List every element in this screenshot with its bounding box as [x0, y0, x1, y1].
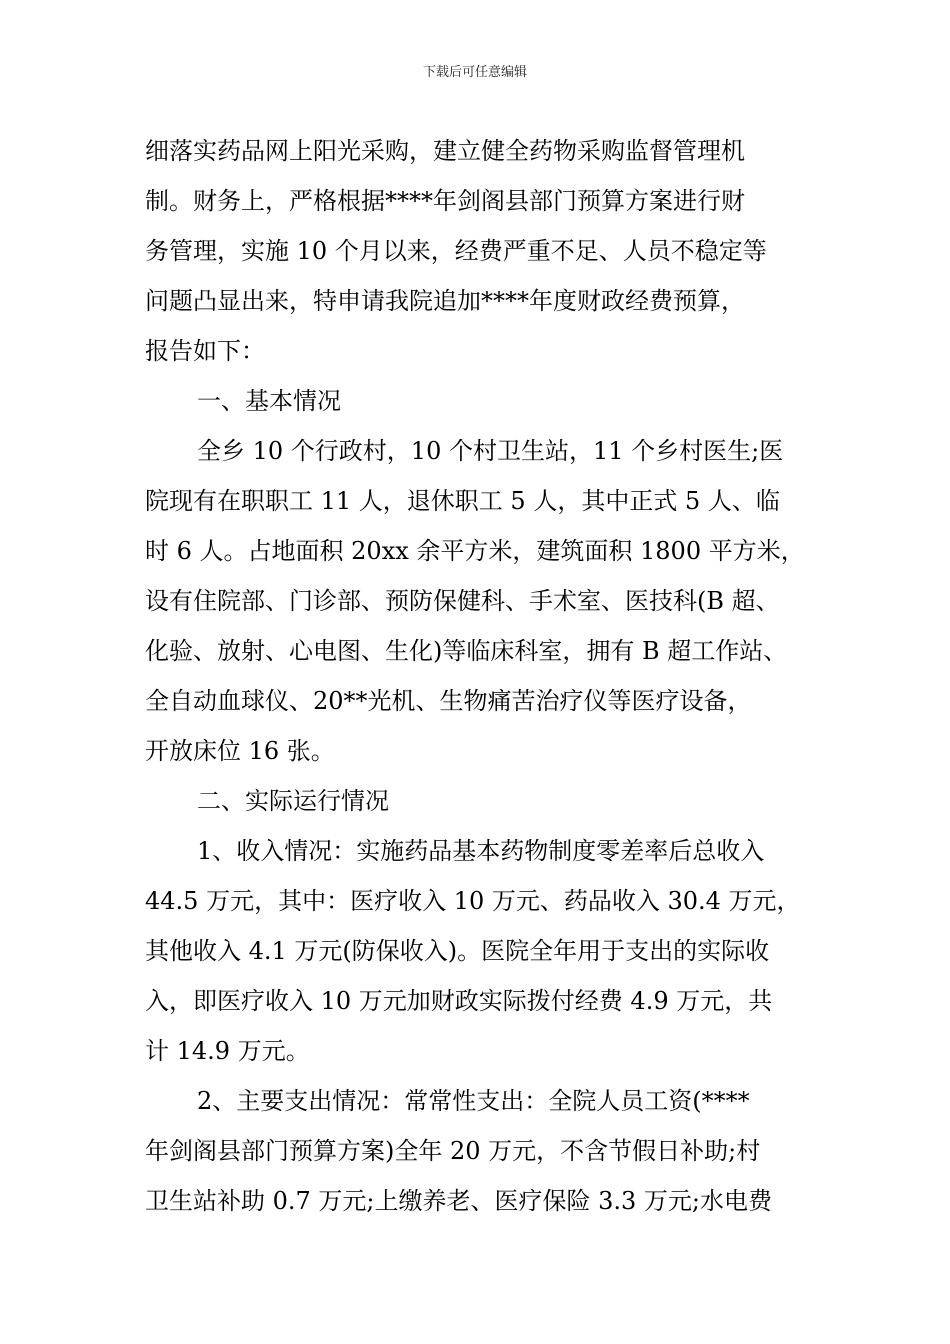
text-line: 设有住院部、门诊部、预防保健科、手术室、医技科(B 超、 — [145, 587, 780, 615]
text-line: 报告如下： — [145, 337, 265, 365]
text-line: 全自动血球仪、20**光机、生物痛苦治疗仪等医疗设备， — [145, 687, 752, 715]
text-line: 2、主要支出情况：常常性支出：全院人员工资(**** — [197, 1087, 750, 1115]
text-line: 制。财务上，严格根据****年剑阁县部门预算方案进行财 — [145, 187, 745, 215]
text-line: 全乡 10 个行政村，10 个村卫生站，11 个乡村医生;医 — [197, 437, 784, 465]
text-line: 一、基本情况 — [197, 387, 341, 415]
page-header: 下载后可任意编辑 — [422, 65, 527, 80]
text-line: 卫生站补助 0.7 万元;上缴养老、医疗保险 3.3 万元;水电费 — [145, 1187, 773, 1215]
text-line: 44.5 万元，其中：医疗收入 10 万元、药品收入 30.4 万元， — [145, 887, 801, 915]
document-body — [145, 126, 807, 1226]
text-line: 开放床位 16 张。 — [145, 737, 335, 765]
text-line: 计 14.9 万元。 — [145, 1037, 310, 1065]
text-line: 问题凸显出来，特申请我院追加****年度财政经费预算， — [145, 287, 745, 315]
text-line: 时 6 人。占地面积 20xx 余平方米，建筑面积 1800 平方米， — [145, 537, 805, 565]
text-line: 二、实际运行情况 — [197, 787, 389, 815]
text-line: 其他收入 4.1 万元(防保收入)。医院全年用于支出的实际收 — [145, 937, 770, 965]
text-line: 化验、放射、心电图、生化)等临床科室，拥有 B 超工作站、 — [145, 637, 788, 665]
text-line: 务管理，实施 10 个月以来，经费严重不足、人员不稳定等 — [145, 237, 767, 265]
text-line: 1、收入情况：实施药品基本药物制度零差率后总收入 — [197, 837, 765, 865]
text-line: 入，即医疗收入 10 万元加财政实际拨付经费 4.9 万元，共 — [145, 987, 773, 1015]
text-line: 年剑阁县部门预算方案)全年 20 万元，不含节假日补助;村 — [145, 1137, 761, 1165]
text-line: 细落实药品网上阳光采购，建立健全药物采购监督管理机 — [145, 137, 745, 165]
text-line: 院现有在职职工 11 人，退休职工 5 人，其中正式 5 人、临 — [145, 487, 780, 515]
